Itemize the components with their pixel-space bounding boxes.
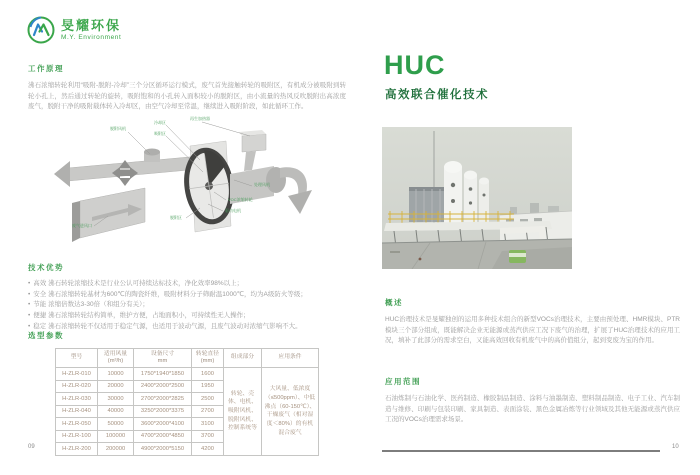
- diagram-label: 处理风机: [254, 182, 270, 187]
- working-principle-text: 沸石浓缩转轮利用“吸附-脱附-冷却”三个分区循环运行模式，废气首先接触转轮的吸附区，有机成分被吸附到转轮小孔上，然后通过转轮的旋转，吸附饱和的小孔转入面积较小的脱附区，由小流量的热风反吹脱附出高浓度废气，脱附干净的吸附载体转入冷却区，由空气冷却至常温，继续进入吸附阶段，如此循环工作。: [28, 82, 346, 111]
- table-cell: H-ZLR-020: [56, 380, 98, 393]
- table-cell: 100000: [98, 430, 134, 443]
- table-cell: 2400*2000*2500: [134, 380, 192, 393]
- table-cell: 200000: [98, 443, 134, 456]
- section-title-advantages: 技术优势: [28, 263, 64, 272]
- advantage-text: 稳定 沸石浓缩转轮不仅适用于稳定气源，也适用于波动气源，且废气波动对浓缩气影响不大。: [33, 322, 302, 330]
- section-title-application: 应用范围: [385, 377, 421, 386]
- advantage-text: 安全 沸石浓缩转轮基材为600℃的陶瓷纤维，吸附材料分子筛耐温1000℃，均为A级防火等级；: [33, 290, 307, 298]
- overview-text: HUC治理技术是旻耀独创的运用多种技术组合的新型VOCs治理技术，主要由预处理、HMR模块、PTR模块三个部分组成，既能解决企业无能源或蒸汽供应工况下废气的治理，扩展了HUC治理技术的应用工况，填补了此部分的需求空白，又能高效回收有机废气中的高价值组分，起到变废为宝的作用。: [385, 316, 680, 345]
- table-cell: 40000: [98, 405, 134, 418]
- advantage-text: 便捷 沸石浓缩转轮结构简单，维护方便，占地面积小，可持续性无人操作；: [33, 311, 250, 319]
- logo-icon: [26, 15, 56, 45]
- table-cell: H-ZLR-010: [56, 368, 98, 381]
- company-logo: [26, 15, 121, 45]
- bullet-icon: [28, 291, 30, 299]
- col-header: 转轮直径 (mm): [192, 349, 224, 368]
- page-title: HUC: [384, 50, 446, 80]
- table-cell: 1750*1940*1850: [134, 368, 192, 381]
- col-header: 型号: [56, 349, 98, 368]
- company-name: 旻耀环保: [61, 18, 122, 34]
- table-cell: 2700: [192, 405, 224, 418]
- rotor-diagram-illustration: [50, 116, 325, 254]
- table-cell: 2500: [192, 393, 224, 406]
- page-number-right: 10: [672, 444, 679, 450]
- table-cell: 2700*2000*2825: [134, 393, 192, 406]
- bullet-icon: [28, 301, 30, 309]
- list-item: [28, 312, 346, 320]
- table-cell: H-ZLR-200: [56, 443, 98, 456]
- col-header: 应用条件: [262, 349, 319, 368]
- table-cell: H-ZLR-050: [56, 418, 98, 431]
- advantage-text: 节能 浓缩倍数达3-30倍（和组分有关）；: [33, 301, 149, 309]
- col-header: 适用风量 (m³/h): [98, 349, 134, 368]
- bullet-icon: [28, 280, 30, 288]
- list-item: [28, 280, 346, 288]
- rotor-diagram: [50, 116, 325, 254]
- table-cell: 1600: [192, 368, 224, 381]
- diagram-label: 脱附风机: [110, 126, 126, 131]
- table-cell: 3250*2000*3375: [134, 405, 192, 418]
- table-cell: 3100: [192, 418, 224, 431]
- table-row: [56, 368, 319, 381]
- page-number-left: 09: [28, 444, 35, 450]
- table-cell: 4900*2000*5150: [134, 443, 192, 456]
- table-cell: H-ZLR-100: [56, 430, 98, 443]
- table-cell: 10000: [98, 368, 134, 381]
- table-cell: 50000: [98, 418, 134, 431]
- advantages-list: [28, 280, 346, 333]
- col-header: 设备尺寸 mm: [134, 349, 192, 368]
- equipment-photo: [382, 127, 572, 269]
- table-header-row: [56, 349, 319, 368]
- footer-divider: [382, 450, 660, 452]
- bullet-icon: [28, 312, 30, 320]
- table-cell: 30000: [98, 393, 134, 406]
- col-header: 组成部分: [224, 349, 262, 368]
- diagram-label: VOC浓缩转轮: [228, 197, 253, 202]
- table-cell: H-ZLR-030: [56, 393, 98, 406]
- section-title-working-principle: 工作原理: [28, 64, 64, 73]
- list-item: [28, 323, 346, 331]
- selection-table: [55, 348, 318, 456]
- section-title-overview: 概述: [385, 298, 403, 307]
- table-cell: 4200: [192, 443, 224, 456]
- diagram-label: 冷却区: [154, 120, 166, 125]
- page-subtitle: 高效联合催化技术: [385, 89, 489, 101]
- table-cell: 20000: [98, 380, 134, 393]
- list-item: [28, 291, 346, 299]
- diagram-label: 驱动电机: [225, 208, 241, 213]
- table-cell: 3700: [192, 430, 224, 443]
- table-cell: H-ZLR-040: [56, 405, 98, 418]
- table-cell: 3600*2000*4100: [134, 418, 192, 431]
- table-cell: 4700*2000*4850: [134, 430, 192, 443]
- table-cell-conditions: 大风量、低浓度（≤500ppm）、中低沸点（60-150℃）、干燥废气（相对湿度＜80%）的有机混合废气: [262, 368, 319, 456]
- diagram-label: 再生加热器: [190, 116, 210, 121]
- diagram-label: 吸附区: [154, 131, 166, 136]
- page-right: [350, 0, 700, 475]
- table-cell: 1950: [192, 380, 224, 393]
- list-item: [28, 301, 346, 309]
- diagram-label: 废气进风口: [72, 223, 92, 228]
- diagram-label: 脱附区: [170, 215, 182, 220]
- table-cell-components: 转轮、壳体、电机、吸附风机、脱附风机、控制系统等: [224, 368, 262, 456]
- company-name-en: M.Y. Environment: [61, 33, 122, 41]
- section-title-selection: 选型参数: [28, 331, 64, 340]
- advantage-text: 高效 沸石转轮浓缩技术是行业公认可持续达标技术，净化效率98%以上；: [33, 280, 244, 287]
- application-text: 石油炼制与石油化学、医药制造、橡胶制品制造、涂料与油墨制造、塑料制品制造、电子工业、汽车制造与维修、印刷与包装印刷、家具制造、表面涂装、黑色金属冶炼等行业领域及其他无能源或蒸汽供应工况的VOCs治理需求场景。: [385, 395, 680, 424]
